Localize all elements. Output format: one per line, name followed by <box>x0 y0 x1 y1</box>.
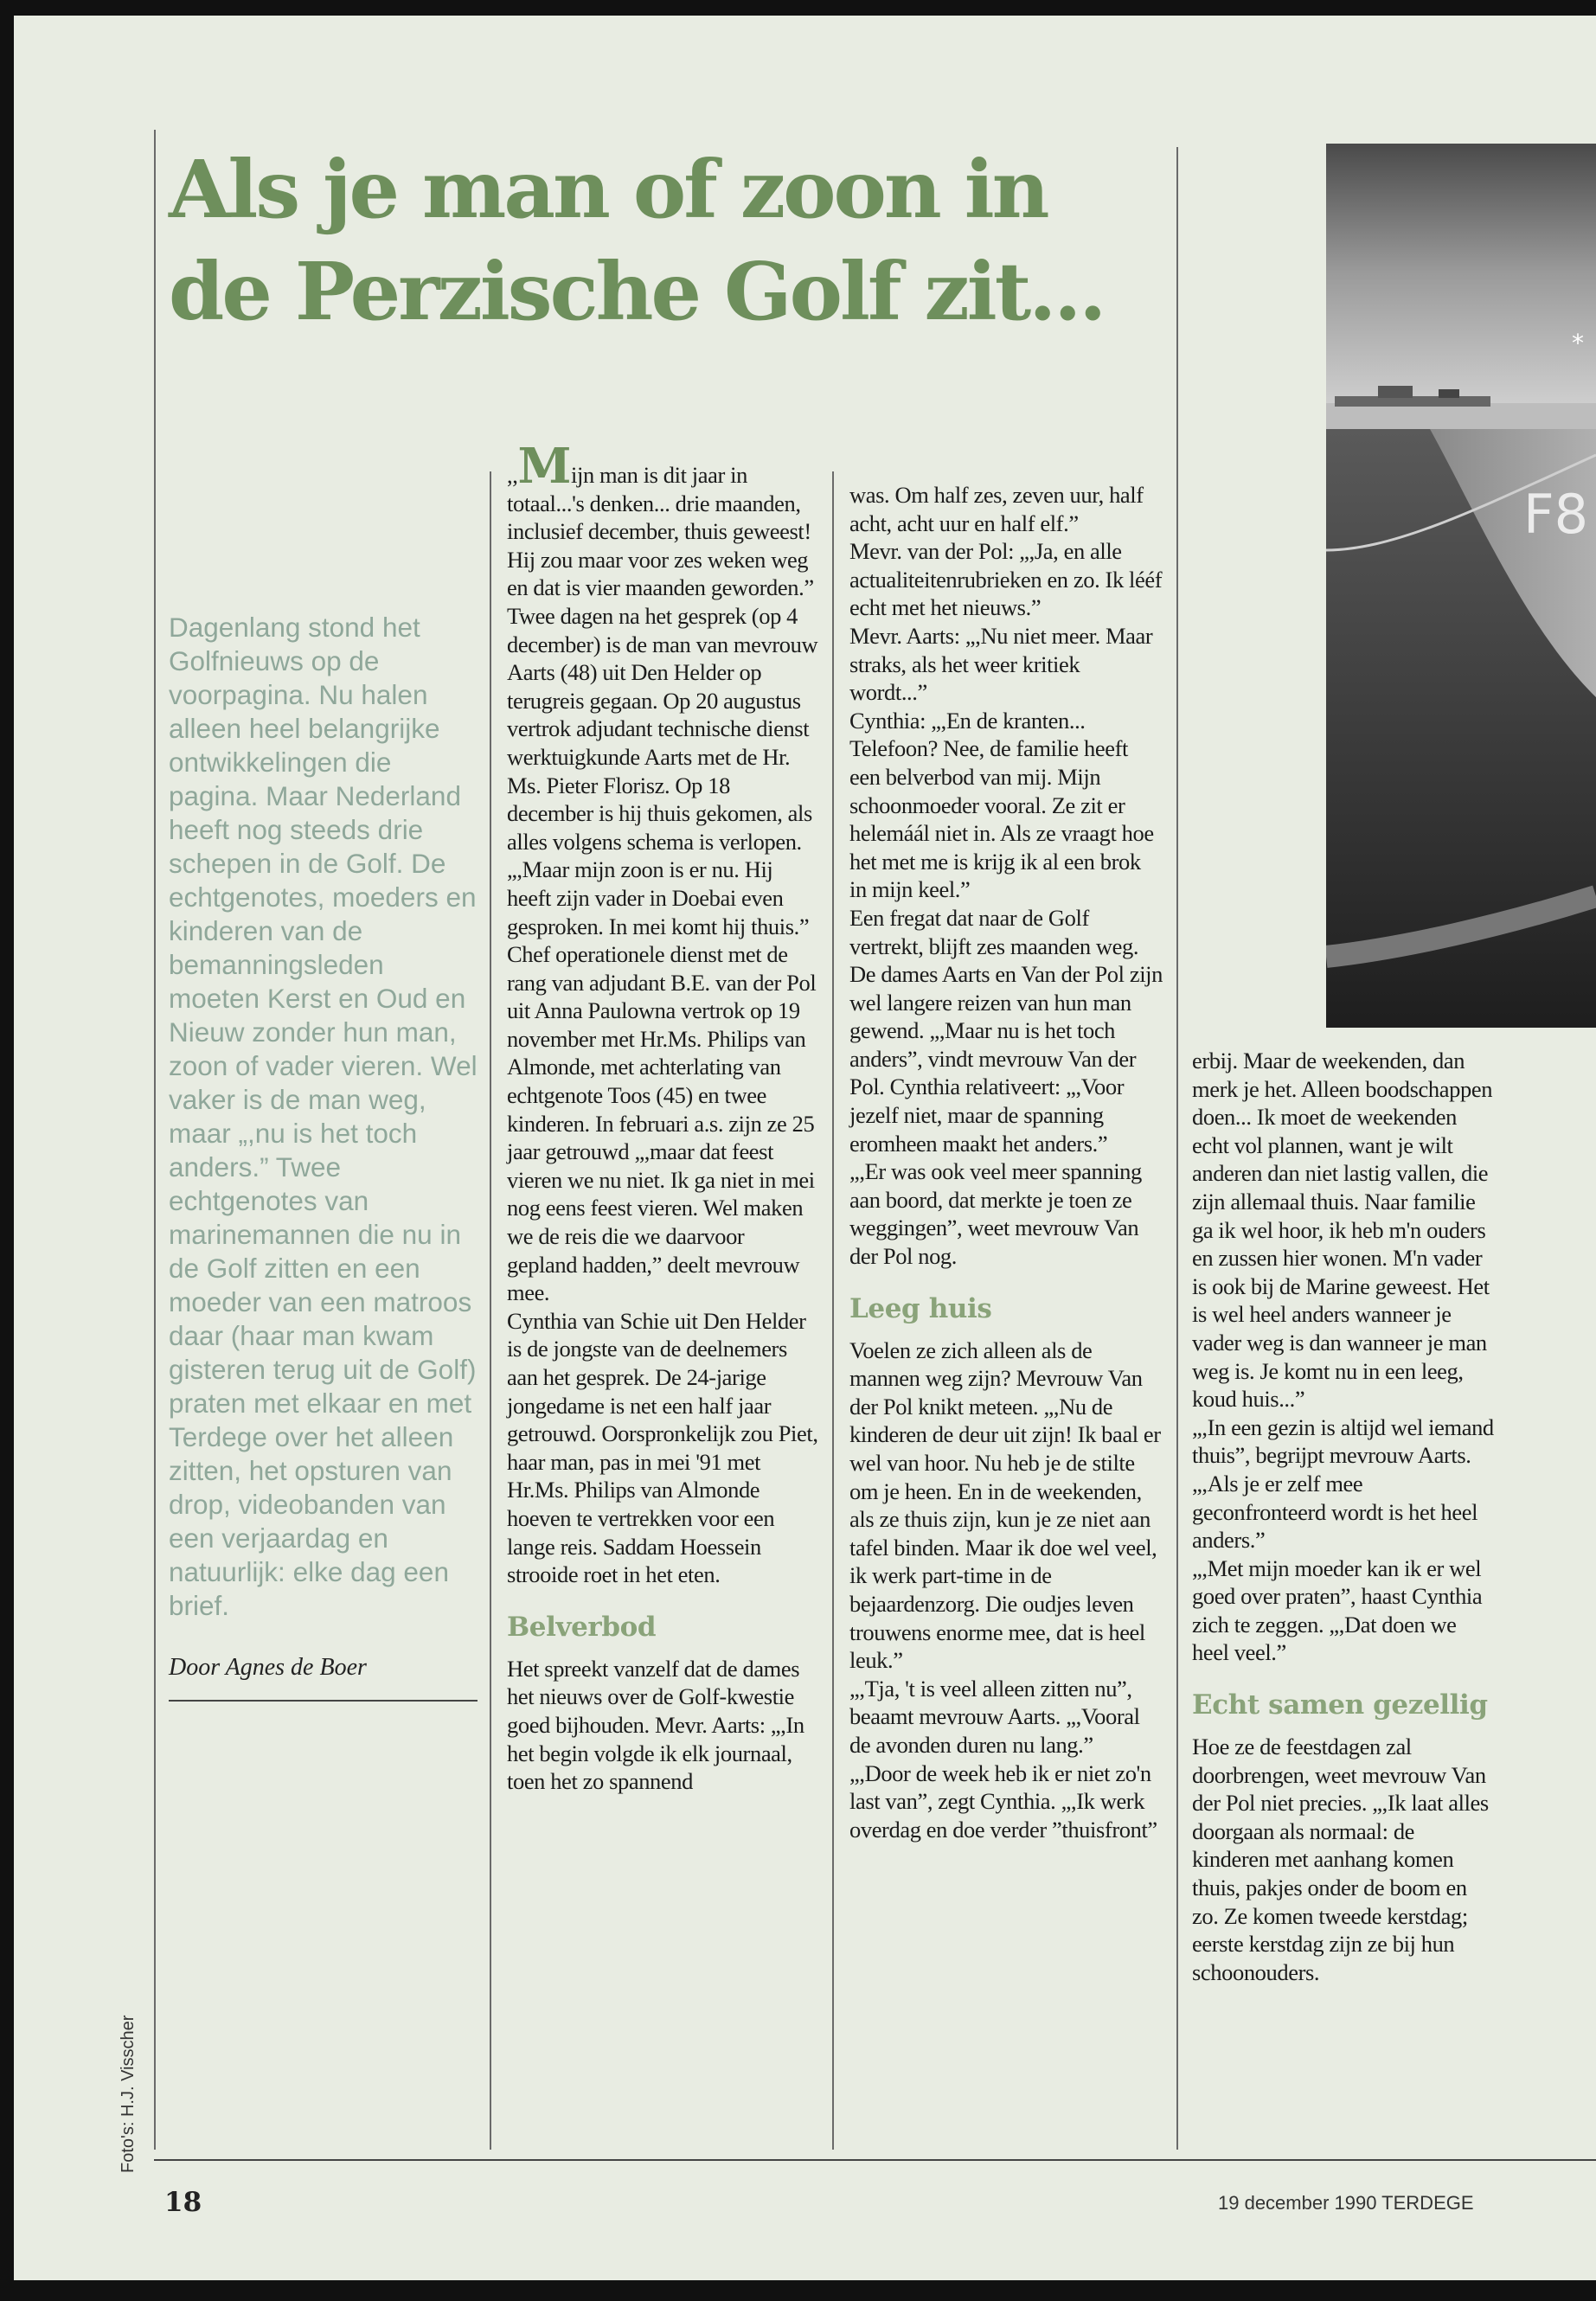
intro-text: Dagenlang stond het Golfnieuws op de voorpagina. Nu halen alleen heel belangrijke ontwikkelingen die pagina. Maar Nederland heeft nog steeds drie schepen in de Golf. De echtgenotes, moeders en kinderen van de bemanningsleden moeten Kerst en Oud en Nieuw zonder hun man, zoon of vader vieren. Wel vaker is de man weg, maar „,nu is het toch anders.” Twee echtgenotes van marinemannen die nu in de Golf zitten en een moeder van een matroos daar (haar man kwam gisteren terug uit de Golf) praten met elkaar en met Terdege over het alleen zitten, het opsturen van drop, videobanden van een verjaardag en natuurlijk: elke dag een brief. <box>169 612 478 1621</box>
scan-border-top <box>0 0 1596 16</box>
byline: Door Agnes de Boer <box>169 1654 367 1681</box>
col1-paragraph-1: ,,Mijn man is dit jaar in totaal...'s denken... drie maanden, inclusief december, thuis geweest! Hij zou maar voor zes weken weg en dat is vier maanden geworden.” Twee dagen na het gesprek (op 4 december) is de man van mevrouw Aarts (48) uit Den Helder op terugreis gegaan. Op 20 augustus vertrok adjudant technische dienst werktuigkunde Aarts met de Hr. Ms. Pieter Florisz. Op 18 december is hij thuis gekomen, als alles volgens schema is verlopen. „,Maar mijn zoon is er nu. Hij heeft zijn vader in Doebai even gesproken. In mei komt hij thuis.” <box>507 438 818 939</box>
col2-paragraph-8: „,Tja, 't is veel alleen zitten nu”, beaamt mevrouw Aarts. „,Vooral de avonden duren nu lang.” <box>849 1675 1140 1758</box>
subhead-echt-samen-gezellig: Echt samen gezellig <box>1192 1689 1488 1721</box>
page-number: 18 <box>164 2187 202 2218</box>
article-column-3 <box>1192 1047 1497 1986</box>
col1-paragraph-3: Cynthia van Schie uit Den Helder is de jongste van de deelnemers aan het gesprek. De 24-jarige jongedame is net een half jaar getrouwd. Oorspronkelijk zou Piet, haar man, pas in mei '91 met Hr.Ms. Philips van Almonde hoeven te vertrekken voor een lange reis. Saddam Hoessein strooide roet in het eten. <box>507 1307 818 1588</box>
col2-paragraph-6: „,Er was ook veel meer spanning aan boord, dat merkte je toen ze weggingen”, weet mevrouw Van der Pol nog. <box>849 1158 1142 1270</box>
col3-paragraph-4: Hoe ze de feestdagen zal doorbrengen, weet mevrouw Van der Pol niet precies. „,Ik laat alles doorgaan als normaal: de kinderen met aanhang komen thuis, pakjes onder de boom en zo. Ze komen tweede kerstdag; eerste kerstdag zijn ze bij hun schoonouders. <box>1192 1734 1489 1985</box>
col2-paragraph-5: Een fregat dat naar de Golf vertrekt, blijft zes maanden weg. De dames Aarts en Van der Pol zijn wel langere reizen van hun man gewend. „,Maar nu is het toch anders”, vindt mevrouw Van der Pol. Cynthia relativeert: „,Voor jezelf niet, maar de spanning eromheen maakt het anders.” <box>849 904 1163 1157</box>
drop-cap: M <box>517 438 572 495</box>
col2-paragraph-9: „,Door de week heb ik er niet zo'n last van”, zegt Cynthia. „,Ik werk overdag en doe verder ”thuisfront” <box>849 1759 1157 1843</box>
column-rule-1 <box>490 471 491 2150</box>
left-rule <box>154 130 156 2150</box>
col2-paragraph-1: was. Om half zes, zeven uur, half acht, acht uur en half elf.” <box>849 482 1144 536</box>
col2-paragraph-3: Mevr. Aarts: „,Nu niet meer. Maar straks, als het weer kritiek wordt...” <box>849 622 1153 706</box>
col2-paragraph-2: Mevr. van der Pol: „,Ja, en alle actualiteitenrubrieken en zo. Ik lééf echt met het nieuws.” <box>849 538 1163 621</box>
col2-paragraph-7: Voelen ze zich alleen als de mannen weg zijn? Mevrouw Van der Pol knikt meteen. „,Nu de kinderen de deur uit zijn! Ik baal er wel van hoor. Nu heb je de stilte om je heen. En in de weekenden, als ze thuis zijn, kun je ze niet aan tafel binden. Maar ik doe wel veel, ik werk part-time in de bejaardenzorg. Die oudjes leven trouwens enorme mee, dat is heel leuk.” <box>849 1336 1161 1674</box>
opening-quote: ,, <box>507 462 518 488</box>
bottom-rule <box>154 2159 1596 2161</box>
article-column-1 <box>507 438 818 1796</box>
col1-paragraph-2: Chef operationele dienst met de rang van adjudant B.E. van der Pol uit Anna Paulowna vertrok op 19 november met Hr.Ms. Philips van Almonde, met achterlating van echtgenote Toos (45) en twee kinderen. In februari a.s. zijn ze 25 jaar getrouwd „,maar dat feest vieren we nu niet. Ik ga niet in mei nog eens feest vieren. Wel maken we de reis die we daarvoor gepland hadden,” deelt mevrouw mee. <box>507 941 817 1306</box>
warship-photo <box>1326 144 1596 1028</box>
ship-marking: F8 <box>1523 483 1589 546</box>
svg-text:*: * <box>1572 329 1584 357</box>
scan-border-bottom <box>0 2280 1596 2301</box>
column-rule-2 <box>832 471 834 2150</box>
subhead-belverbod: Belverbod <box>507 1611 657 1643</box>
col3-paragraph-2: „,In een gezin is altijd wel iemand thuis”, begrijpt mevrouw Aarts. „,Als je er zelf mee geconfronteerd wordt is het heel anders.” <box>1192 1413 1494 1554</box>
col1-paragraph-4: Het spreekt vanzelf dat de dames het nieuws over de Golf-kwestie goed bijhouden. Mevr. Aarts: „,In het begin volgde ik elk journaal, toen het zo spannend <box>507 1655 804 1795</box>
byline-rule <box>169 1700 478 1702</box>
scan-border-left <box>0 0 14 2301</box>
col3-paragraph-1: erbij. Maar de weekenden, dan merk je het. Alleen boodschappen doen... Ik moet de weekenden echt vol plannen, want je wilt anderen dan niet lastig vallen, die zijn allemaal thuis. Naar familie ga ik wel hoor, ik heb m'n ouders en zussen hier wonen. M'n vader is ook bij de Marine geweest. Het is wel heel anders wanneer je vader weg is dan wanneer je man weg is. Je komt nu in een leeg, koud huis...” <box>1192 1048 1493 1413</box>
col3-paragraph-3: „,Met mijn moeder kan ik er wel goed over praten”, haast Cynthia zich te zeggen. „,Dat doen we heel veel.” <box>1192 1554 1483 1666</box>
col2-paragraph-4: Cynthia: „,En de kranten... Telefoon? Nee, de familie heeft een belverbod van mij. Mijn schoonmoeder vooral. Ze zit er helemáál niet in. Als ze vraagt hoe het met me is krijg ik al een brok in mijn keel.” <box>849 707 1154 903</box>
warship-photo-image <box>1326 144 1596 1028</box>
column-rule-3 <box>1176 147 1178 2150</box>
article-column-2 <box>849 481 1163 1843</box>
subhead-leeg-huis: Leeg huis <box>849 1292 992 1324</box>
issue-line: 19 december 1990 TERDEGE <box>1218 2192 1474 2214</box>
headline: Als je man of zoon in de Perzische Golf zit... <box>169 143 1105 338</box>
photo-credit: Foto's: H.J. Visscher <box>119 2015 138 2173</box>
